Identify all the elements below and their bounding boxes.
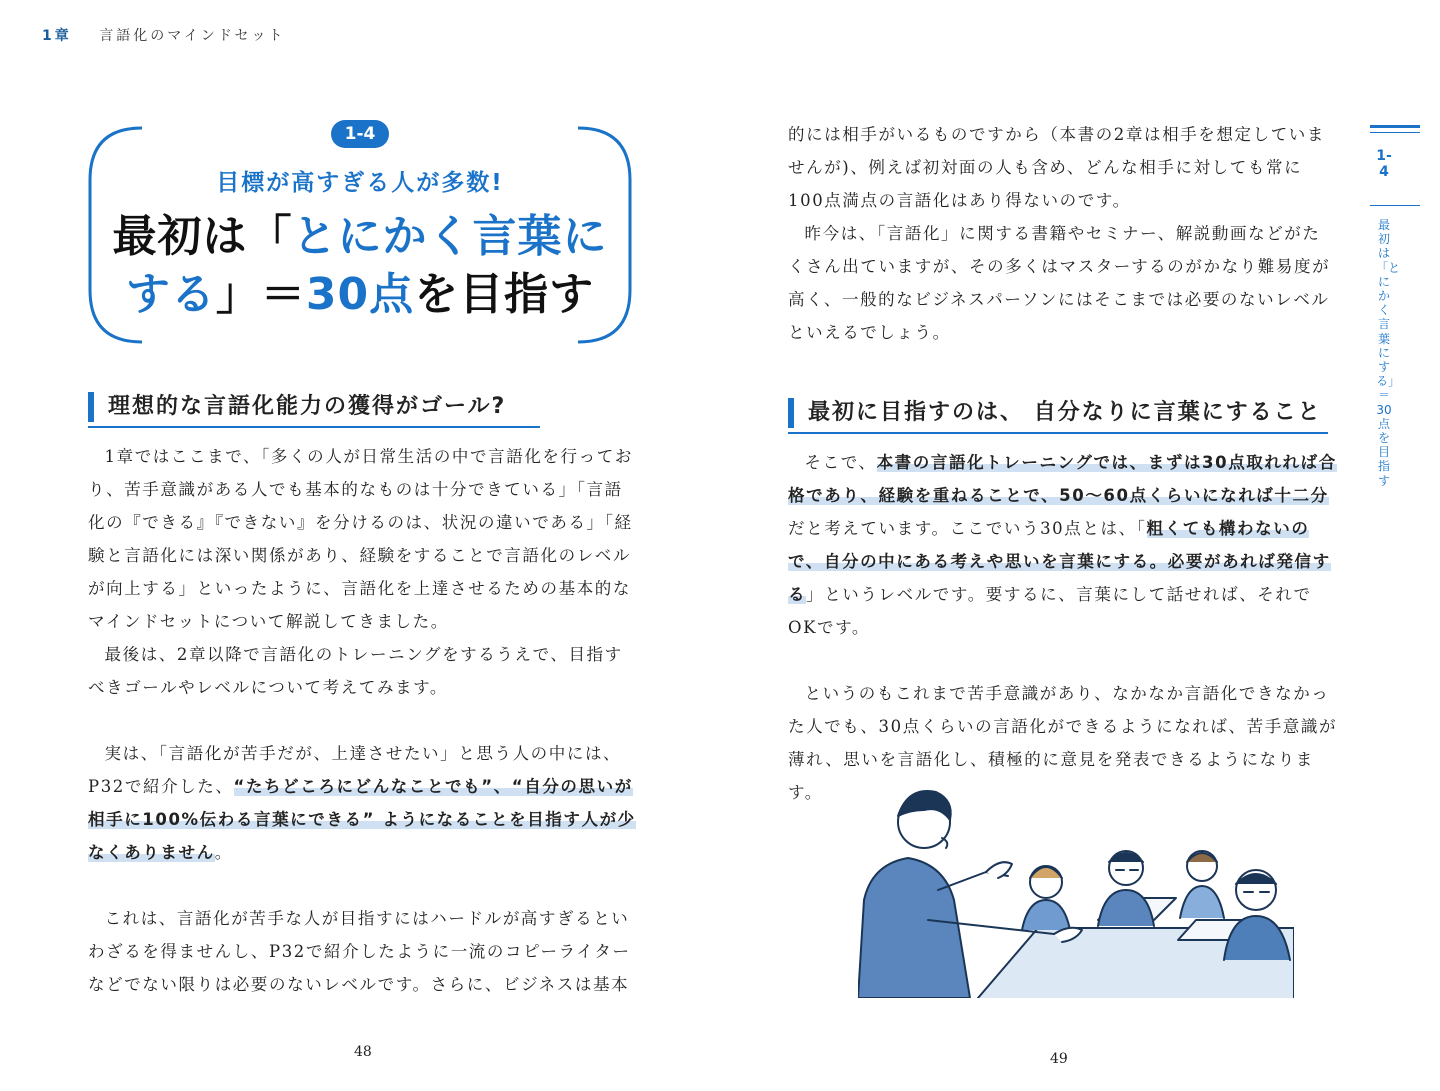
section-number-badge: 1-4 [331,120,389,148]
meeting-illustration [858,780,1294,998]
highlighted-text: “たちどころにどんなことでも”、“自分の思いが相手に100%伝わる言葉にできる” ようになることを目指す人が少なくありません [88,777,636,862]
section-subtitle: 目標が高すぎる人が多数! [216,170,504,196]
paragraph: 1章ではここまで、「多くの人が日常生活の中で言語化を行っており、苦手意識がある人でも基本的なものは十分できている」「言語化の『できる』『できない』を分けるのは、状況の違いである」「経験と言語化には深い関係があり、経験をすることで言語化のレベルが向上する」といったように、言語化を上達させるための基本的なマインドセットについて解説してきました。 [88,447,633,631]
paragraph: 的には相手がいるものですから（本書の2章は相手を想定していませんが)、例えば初対面の人も含め、どんな相手に対しても常に100点満点の言語化はあり得ないのです。 [788,125,1325,210]
side-tab-title: 最初は「とにかく言葉にする」＝30点を目指す [1376,218,1401,488]
running-header [42,25,286,45]
paragraph: 最後は、2章以降で言語化のトレーニングをするうえで、目指すべきゴールやレベルについて考えてみます。 [88,645,623,697]
paragraph: そこで、本書の言語化トレーニングでは、まずは30点取れれば合格であり、経験を重ねることで、50〜60点くらいになれば十二分だと考えています。ここでいう30点とは、「粗くても構わないので、自分の中にある考えや思いを言葉にする。必要があれば発信する」というレベルです。要するに、言葉にして話せれば、それでOKです。 [788,453,1337,637]
side-tab-top [1370,125,1420,133]
paragraph: 実は、「言語化が苦手だが、上達させたい」と思う人の中には、P32で紹介した、“たちどころにどんなことでも”、“自分の思いが相手に100%伝わる言葉にできる” ようになることを目指す人が少なくありません。 [88,744,636,862]
page-number-left: 48 [354,1044,372,1060]
heading-ideal-goal: 理想的な言語化能力の獲得がゴール? [88,392,538,422]
chapter-label: 1章 [42,28,72,44]
heading-first-goal: 最初に目指すのは、 自分なりに言葉にすること [788,398,1328,428]
left-body-text [88,440,636,1001]
highlighted-text: 本書の言語化トレーニングでは、まずは30点取れれば合格であり、経験を重ねることで、50〜60点くらいになれば十二分 [788,453,1337,505]
right-body-text-top [788,118,1338,349]
side-tab-number: 1-4 [1376,148,1392,180]
highlighted-text: 粗くても構わないので、自分の中にある考えや思いを言葉にする。必要があれば発信する [788,519,1331,604]
right-body-text-bottom [788,446,1340,809]
paragraph: これは、言語化が苦手な人が目指すにはハードルが高すぎるといわざるを得ませんし、P32で紹介したように一流のコピーライターなどでない限りは必要のないレベルです。さらに、ビジネスは基本 [88,909,631,994]
section-title-box [84,120,636,346]
page-number-right: 49 [1050,1051,1068,1067]
chapter-title: 言語化のマインドセット [99,28,286,44]
paragraph: 昨今は、「言語化」に関する書籍やセミナー、解説動画などがたくさん出ていますが、その多くはマスターするのがかなり難易度が高く、一般的なビジネスパーソンにはそこまでは必要のないレベルといえるでしょう。 [788,224,1331,342]
side-tab-divider [1370,205,1420,206]
section-title: 最初は「とにかく言葉に する」＝30点を目指す [112,211,608,320]
paragraph: というのもこれまで苦手意識があり、なかなか言語化できなかった人でも、30点くらいの言語化ができるようになれば、苦手意識が薄れ、思いを言語化し、積極的に意見を発表できるようになります。 [788,684,1338,802]
